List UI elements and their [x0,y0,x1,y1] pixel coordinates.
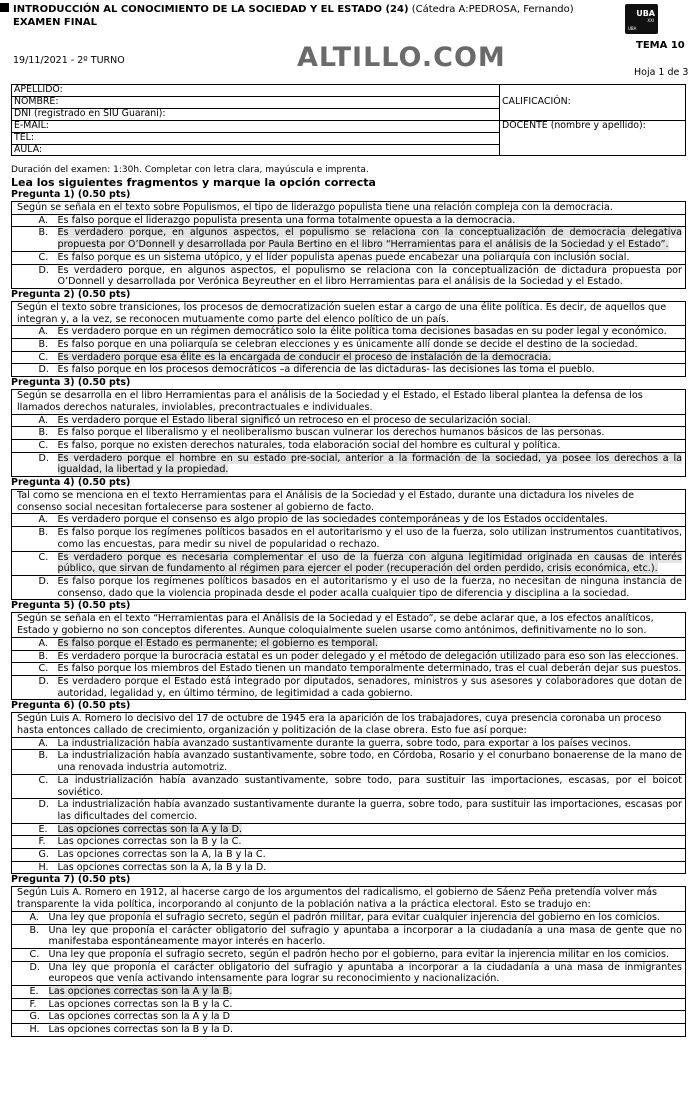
question-stem: Tal como se menciona en el texto Herramientas para el Análisis de la Sociedad y el Estado, durante una dictadura los niveles de consenso social necesitan fortalecerse para sostener al gobierno de facto. [12,490,686,514]
option-row[interactable] [12,675,686,699]
option-row[interactable] [12,214,686,227]
option-letter: C. [35,774,55,798]
option-letter: A. [35,637,55,650]
page-count: Hoja 1 de 3 [634,67,689,78]
option-letter: B. [35,650,55,663]
option-label: Las opciones correctas son la B y la C. [48,998,233,1010]
option-letter: D. [35,364,55,377]
option-letter: A. [26,911,46,924]
option-row[interactable] [12,861,686,874]
option-text [55,799,686,823]
option-row[interactable] [12,251,686,264]
option-text [55,750,686,774]
option-text [46,924,686,948]
option-check-cell[interactable] [12,251,35,264]
option-text [46,986,686,999]
option-row[interactable] [12,575,686,599]
option-row[interactable] [12,961,686,985]
field-email: E-MAIL: [12,120,500,132]
option-check-cell[interactable] [12,1011,26,1024]
option-row[interactable] [12,439,686,452]
option-text [55,861,686,874]
highlighted-answer: Es verdadero porque esa élite es la encargada de conducir el proceso de instalación de la democracia. [57,351,552,363]
highlighted-answer: Es verdadero porque es necesaria complementar el uso de la fuerza con alguna legitimidad originada en causas de interés público, que sirvan de fundamento al régimen para ejercer el poder (recuperación del orden perdido, crisis económica, etc.). [57,551,682,575]
option-text [55,575,686,599]
option-label: Las opciones correctas son la B y la C. [57,836,242,848]
option-row[interactable] [12,911,686,924]
option-label: Es falso porque los miembros del Estado tienen un mandato temporalmente determinado, tras el cual deberán dejar sus puestos. [57,663,682,675]
exam-type: EXAMEN FINAL [13,17,97,28]
highlighted-answer: Es verdadero porque, en algunos aspectos, el populismo se relaciona con la conceptualización de democracia delegativa propuesta por O’Donnell y desarrollada por Paula Bertino en el libro “Herramientas para el análisis de la Sociedad y el Estado”. [57,227,682,251]
option-check-cell[interactable] [12,326,35,339]
question-table [11,489,686,600]
question-header: Pregunta 7) (0.50 pts) [11,874,131,886]
option-text [55,774,686,798]
option-letter: E. [26,986,46,999]
option-check-cell[interactable] [12,774,35,798]
option-check-cell[interactable] [12,849,35,862]
question-header: Pregunta 1) (0.50 pts) [11,189,131,200]
option-label: Es falso porque los regímenes políticos basados en el autoritarismo y el uso de la fuerza, solo utilizan instrumentos cuantitativos, como las encuestas, para medir su nivel de popularidad o rechazo. [57,527,682,550]
option-label: Es verdadero porque el Estado liberal significó un retroceso en el proceso de secularización social. [57,414,531,426]
logo-sub: XXI [647,18,654,23]
option-row[interactable] [12,264,686,288]
option-check-cell[interactable] [12,439,35,452]
option-check-cell[interactable] [12,364,35,377]
option-check-cell[interactable] [12,351,35,364]
option-letter: F. [26,998,46,1011]
option-label: La industrialización había avanzado sustantivamente, sobre todo, en Córdoba, Rosario y el conurbano bonaerense de la mano de una renovada industria automotriz. [57,750,682,774]
question-header: Pregunta 2) (0.50 pts) [11,288,131,300]
option-letter: C. [35,251,55,264]
option-text [55,339,686,352]
question-table [11,301,686,377]
option-check-cell[interactable] [12,750,35,774]
option-row[interactable] [12,823,686,836]
option-letter: D. [35,799,55,823]
option-letter: F. [35,836,55,849]
option-text [55,264,686,288]
option-check-cell[interactable] [12,948,26,961]
option-letter: H. [35,861,55,874]
option-label: Una ley que proponía el sufragio secreto, según el padrón militar, para evitar cualquier injerencia del gobierno en los comicios. [48,911,661,923]
option-row[interactable] [12,227,686,251]
option-label: Es falso porque es un sistema utópico, y el líder populista apenas puede encabezar una poliarquía con inclusión social. [57,251,630,263]
question-table [11,201,686,289]
option-check-cell[interactable] [12,998,26,1011]
option-text [55,364,686,377]
option-letter: D. [35,675,55,699]
option-label: La industrialización había avanzado sustantivamente durante la guerra, sobre todo, para sustituir las importaciones, escasas por las dificultades del comercio. [57,799,682,822]
option-check-cell[interactable] [12,663,35,676]
option-check-cell[interactable] [12,264,35,288]
option-letter: E. [35,823,55,836]
option-letter: H. [26,1024,46,1037]
option-text [55,737,686,750]
field-docente: DOCENTE (nombre y apellido): [500,120,686,156]
option-check-cell[interactable] [12,427,35,440]
option-letter: A. [35,214,55,227]
question-table [11,712,686,874]
option-check-cell[interactable] [12,799,35,823]
option-row[interactable] [12,452,686,476]
corner-mark [0,3,9,12]
option-letter: D. [35,452,55,476]
question-header: Pregunta 5) (0.50 pts) [11,600,131,612]
option-letter: A. [35,514,55,527]
option-row[interactable] [12,774,686,798]
question-stem: Según Luis A. Romero lo decisivo del 17 de octubre de 1945 era la aparición de los trabajadores, cuya presencia coronaba un proceso hasta entonces callado de crecimiento, organización y politización de la clase obrera. Esto fue así porque: [12,713,686,737]
option-text [46,961,686,985]
option-check-cell[interactable] [12,836,35,849]
option-label: Las opciones correctas son la A, la B y la C. [57,849,266,861]
option-label: Es verdadero porque el Estado está integrado por diputados, senadores, ministros y sus asesores y colaboradores que dotan de autoridad, legalidad y, en último término, de legitimidad a cada gobierno. [57,675,682,699]
highlighted-answer: Es verdadero porque el hombre en su estado pre-social, anterior a la formación de la sociedad, ya posee los derechos a la igualdad, la libertad y la propiedad. [57,452,682,476]
question-stem: Según se señala en el texto “Herramientas para el Análisis de la Sociedad y el Estado”, se debe aclarar que, a los efectos analíticos, Estado y gobierno no son conceptos diferentes. Aunque coloquialmente suelen usarse como antónimos, definitivamente no lo son. [12,613,686,637]
option-row[interactable] [12,326,686,339]
question-table [11,612,686,700]
instruction: Lea los siguientes fragmentos y marque la opción correcta [11,176,376,189]
option-text [46,911,686,924]
option-label: Es falso porque en los procesos democráticos –a diferencia de las dictaduras- las decisiones las toma el pueblo. [57,364,595,376]
option-letter: D. [35,264,55,288]
field-apellido: APELLIDO: [12,85,500,97]
option-check-cell[interactable] [12,675,35,699]
option-row[interactable] [12,637,686,650]
field-aula: AULA: [12,144,500,156]
option-text [46,1024,686,1037]
option-text [55,427,686,440]
option-row[interactable] [12,737,686,750]
highlighted-answer: Las opciones correctas son la A y la D. [57,823,243,835]
option-row[interactable] [12,750,686,774]
option-text [55,551,686,575]
option-row[interactable] [12,514,686,527]
option-letter: C. [35,439,55,452]
option-row[interactable] [12,998,686,1011]
option-check-cell[interactable] [12,924,26,948]
question-table [11,886,686,1036]
uba-xxi-logo [625,4,658,34]
option-text [55,514,686,527]
option-row[interactable] [12,650,686,663]
logo-small: UBA [628,26,637,32]
field-dni: DNI (registrado en SIU Guaraní): [12,108,500,120]
option-row[interactable] [12,986,686,999]
option-text [55,227,686,251]
option-check-cell[interactable] [12,227,35,251]
option-row[interactable] [12,663,686,676]
option-text [55,675,686,699]
highlighted-answer: Es falso porque el Estado es permanente; el gobierno es temporal. [57,637,379,649]
chair-name: (Cátedra A:PEDROSA, Fernando) [411,4,574,15]
option-text [55,326,686,339]
question-stem: Según Luis A. Romero en 1912, al hacerse cargo de los argumentos del radicalismo, el gobierno de Sáenz Peña pretendía volver más transparente la vida política, incorporando al conjunto de la población nativa a la práctica electoral. Esto se tradujo en: [12,887,686,911]
question-header: Pregunta 3) (0.50 pts) [11,377,131,389]
tema-label: TEMA 10 [636,40,685,51]
option-text [55,849,686,862]
option-text [46,948,686,961]
option-label: Es falso, porque no existen derechos naturales, toda elaboración social del hombre es cultural y política. [57,439,561,451]
option-check-cell[interactable] [12,551,35,575]
exam-date: 19/11/2021 - 2º TURNO [13,55,125,66]
option-text [55,527,686,551]
option-text [55,351,686,364]
highlighted-answer: Las opciones correctas son la A y la B. [48,986,233,998]
option-letter: C. [35,663,55,676]
option-text [55,663,686,676]
watermark: ALTILLO.COM [297,42,506,73]
option-label: Una ley que proponía el carácter obligatorio del sufragio y apuntaba a incorporar a la ciudadanía a una masa de gente que no manifestaba espontáneamente mayor interés en hacerlo. [48,924,682,948]
duration-note: Duración del examen: 1:30h. Completar con letra clara, mayúscula e imprenta. [11,165,369,175]
field-calificacion: CALIFICACIÓN: [500,85,686,121]
option-check-cell[interactable] [12,961,26,985]
option-row[interactable] [12,527,686,551]
option-text [55,650,686,663]
option-letter: B. [35,750,55,774]
option-row[interactable] [12,799,686,823]
option-text [55,439,686,452]
option-letter: A. [35,326,55,339]
option-letter: B. [26,924,46,948]
option-row[interactable] [12,948,686,961]
option-letter: C. [35,551,55,575]
option-label: Es verdadero porque, en algunos aspectos, el populismo se relaciona con la conceptualización de dictadura propuesta por O’Donnell y desarrollada por Verónica Beyreuther en el libro Herramientas para el análisis de la Sociedad y el Estado. [57,264,682,288]
option-check-cell[interactable] [12,527,35,551]
course-name: INTRODUCCIÓN AL CONOCIMIENTO DE LA SOCIEDAD Y EL ESTADO (24) [13,4,409,15]
field-tel: TEL: [12,132,500,144]
option-letter: B. [35,339,55,352]
option-row[interactable] [12,924,686,948]
question-table [11,389,686,477]
option-text [55,251,686,264]
option-check-cell[interactable] [12,650,35,663]
option-check-cell[interactable] [12,861,35,874]
student-info-table [11,84,686,156]
option-label: Las opciones correctas son la A, la B y la D. [57,861,267,873]
option-label: Una ley que proponía el sufragio secreto, según el padrón hecho por el gobierno, para evitar la injerencia militar en los comicios. [48,948,670,960]
option-row[interactable] [12,351,686,364]
option-row[interactable] [12,414,686,427]
question-header: Pregunta 4) (0.50 pts) [11,477,131,489]
question-stem: Según se señala en el texto sobre Populismos, el tipo de liderazgo populista tiene una relación compleja con la democracia. [12,202,686,215]
option-label: Es verdadero porque el consenso es algo propio de las sociedades contemporáneas y de los Estados occidentales. [57,514,608,526]
option-check-cell[interactable] [12,737,35,750]
option-label: Es falso porque el liberalismo y el neoliberalismo buscan vulnerar los derechos humanos básicos de las personas. [57,427,605,439]
option-check-cell[interactable] [12,823,35,836]
option-label: Las opciones correctas son la B y la D. [48,1024,234,1036]
option-check-cell[interactable] [12,986,26,999]
option-text [55,414,686,427]
option-label: Es falso porque los regímenes políticos basados en el autoritarismo y el uso de la fuerza, no necesitan de ninguna instancia de consenso, dado que la violencia propinada desde el poder acalla cualquier tipo de diferencia y disciplina a la sociedad. [57,575,682,599]
option-check-cell[interactable] [12,214,35,227]
option-text [55,452,686,476]
option-letter: G. [35,849,55,862]
option-label: La industrialización había avanzado sustantivamente, sobre todo, para sustituir las importaciones, escasas, por el boicot soviético. [57,774,682,798]
questions-list [11,189,686,1037]
option-row[interactable] [12,364,686,377]
option-label: Es verdadero porque en un régimen democrático solo la élite política toma decisiones basadas en su poder legal y económico. [57,326,667,338]
option-label: Es verdadero porque la burocracia estatal es un poder delegado y el método de delegación utilizado para eso son las elecciones. [57,650,679,662]
option-letter: C. [35,351,55,364]
option-letter: A. [35,737,55,750]
option-row[interactable] [12,339,686,352]
option-letter: B. [35,527,55,551]
option-row[interactable] [12,849,686,862]
option-text [55,637,686,650]
option-check-cell[interactable] [12,414,35,427]
option-check-cell[interactable] [12,1024,26,1037]
option-row[interactable] [12,1011,686,1024]
option-text [55,214,686,227]
option-text [46,998,686,1011]
option-check-cell[interactable] [12,452,35,476]
option-letter: D. [26,961,46,985]
option-label: Es falso porque en una poliarquía se celebran elecciones y es únicamente allí donde se decide el destino de la sociedad. [57,339,638,351]
question-stem: Según el texto sobre transiciones, los procesos de democratización suelen estar a cargo de una élite política. Es decir, de aquellos que integran y, a la vez, se reconocen mutuamente como parte del elenco político de un país. [12,301,686,325]
option-row[interactable] [12,1024,686,1037]
option-text [46,1011,686,1024]
option-label: Una ley que proponía el carácter obligatorio del sufragio y apuntaba a incorporar a la ciudadanía a una masa de inmigrantes europeos que venía activando intensamente para lograr su reconocimiento y nacionalización. [48,961,682,985]
option-letter: C. [26,948,46,961]
option-letter: B. [35,227,55,251]
option-row[interactable] [12,836,686,849]
option-label: Las opciones correctas son la A y la D [48,1011,231,1023]
option-letter: B. [35,427,55,440]
question-header: Pregunta 6) (0.50 pts) [11,700,131,712]
option-label: Es falso porque el liderazgo populista presenta una forma totalmente opuesta a la democracia. [57,214,516,226]
course-title [13,4,574,16]
option-check-cell[interactable] [12,514,35,527]
option-letter: D. [35,575,55,599]
logo-main: UBA [636,9,655,18]
option-row[interactable] [12,551,686,575]
option-check-cell[interactable] [12,339,35,352]
option-letter: A. [35,414,55,427]
option-text [55,836,686,849]
question-stem: Según se desarrolla en el libro Herramientas para el análisis de la Sociedad y el Estado, el Estado liberal plantea la defensa de los llamados derechos naturales, inviolables, precontractuales e individuales. [12,390,686,414]
option-check-cell[interactable] [12,637,35,650]
option-check-cell[interactable] [12,575,35,599]
option-text [55,823,686,836]
option-row[interactable] [12,427,686,440]
option-letter: G. [26,1011,46,1024]
option-label: La industrialización había avanzado sustantivamente durante la guerra, sobre todo, para exportar a los países vecinos. [57,737,631,749]
field-nombre: NOMBRE: [12,96,500,108]
option-check-cell[interactable] [12,911,26,924]
